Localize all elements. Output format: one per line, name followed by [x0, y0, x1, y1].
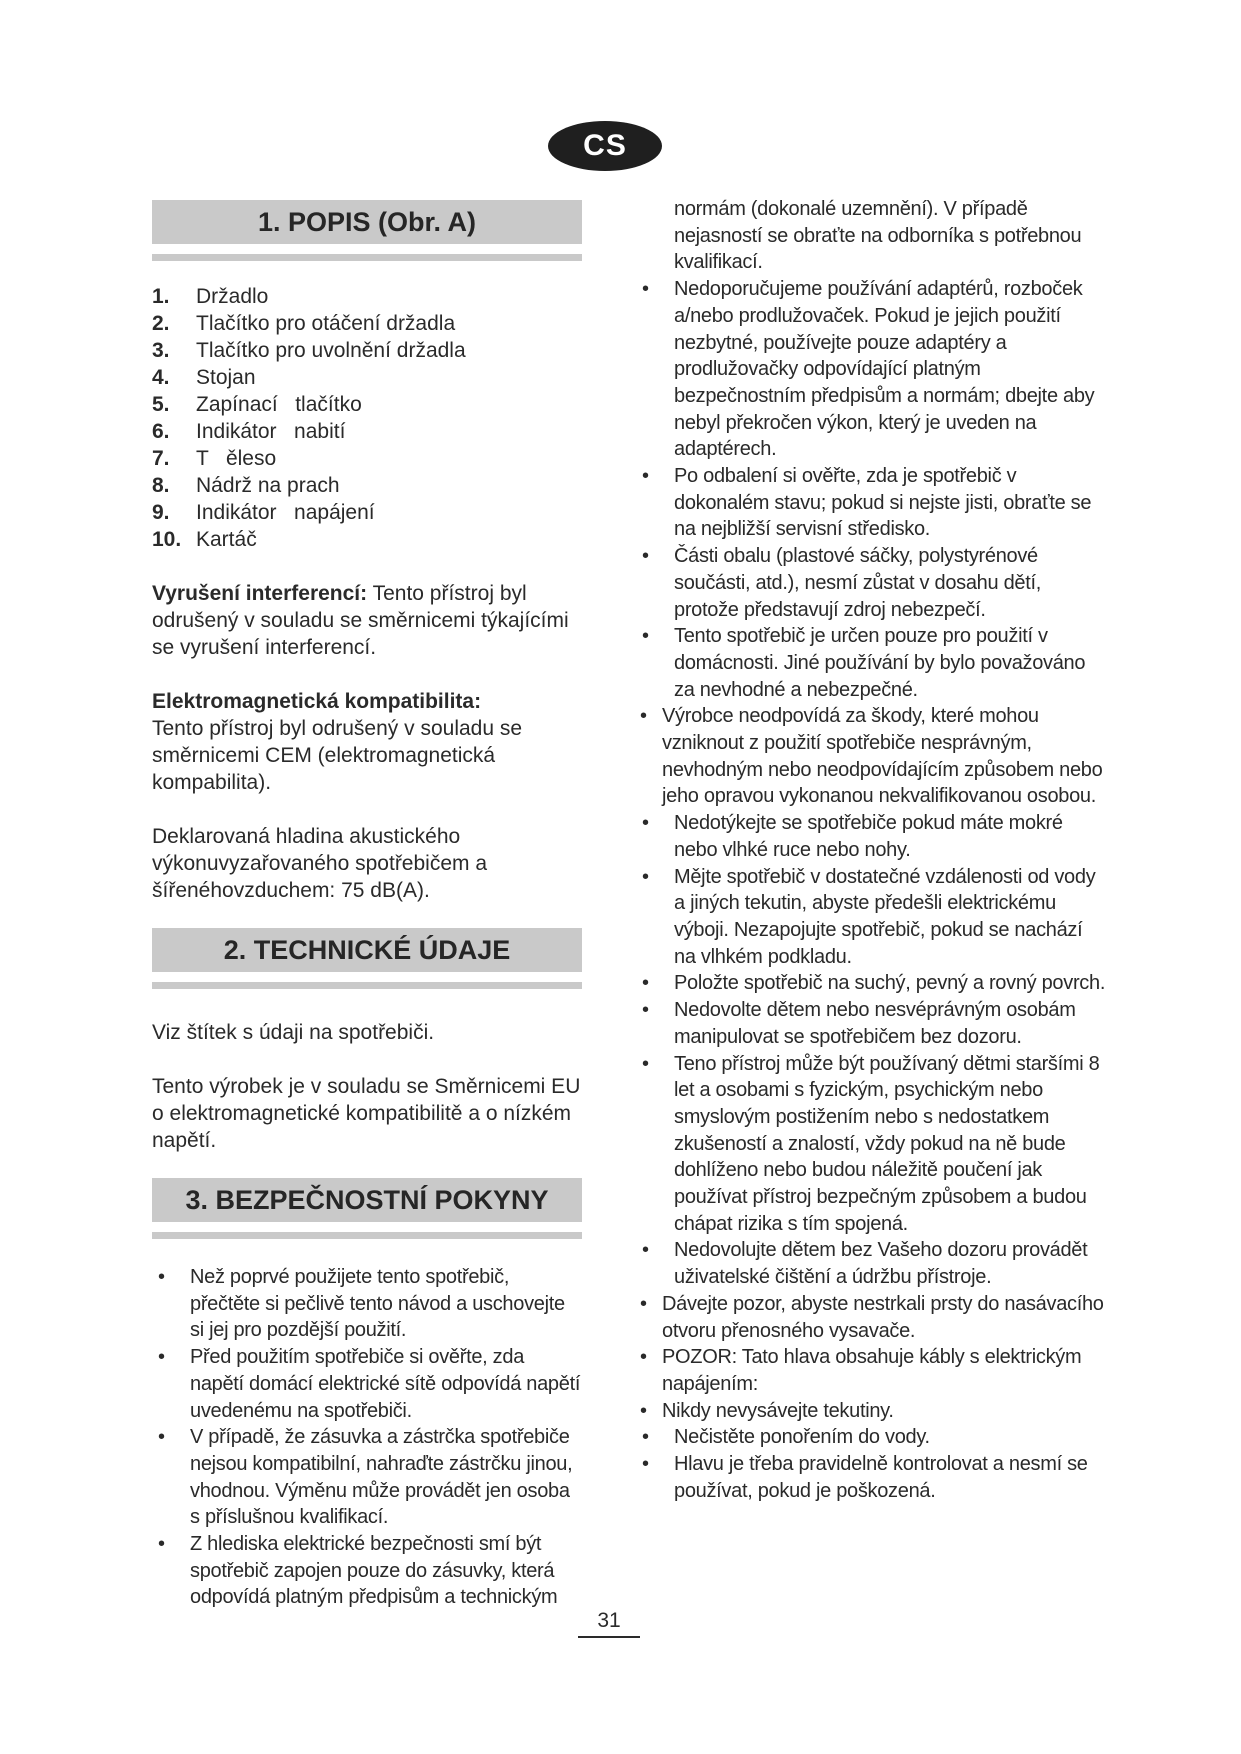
label-reference-text: Viz štítek s údaji na spotřebiči.: [152, 1021, 435, 1044]
parts-item-number: 6.: [152, 420, 170, 443]
safety-item-text: Nedovolte dětem nebo nesvéprávným osobám manipulovat se spotřebičem bez dozoru.: [674, 999, 1076, 1048]
bullet-icon: •: [642, 625, 649, 648]
bullet-icon: •: [158, 1346, 165, 1369]
safety-list-item: [636, 1291, 1106, 1344]
interference-paragraph: [152, 580, 582, 661]
safety-list-item: [152, 1344, 582, 1424]
parts-list-item: [152, 472, 582, 499]
safety-item-text: Dávejte pozor, abyste nestrkali prsty do nasávacího otvoru přenosného vysavače.: [662, 1292, 1104, 1342]
parts-item-number: 2.: [152, 312, 170, 335]
safety-item-text: Než poprvé použijete tento spotřebič, přečtěte si pečlivě tento návod a uschovejte si jej pro pozdější použití.: [190, 1266, 565, 1342]
bullet-icon: •: [642, 999, 649, 1022]
safety-list-item: [636, 543, 1106, 623]
bullet-icon: •: [642, 972, 649, 995]
section-heading-popis: 1. POPIS (Obr. A): [152, 200, 582, 244]
safety-item-text: Nedovolujte dětem bez Vašeho dozoru provádět uživatelské čištění a údržbu přístroje.: [674, 1239, 1088, 1289]
parts-list: [152, 283, 582, 553]
noise-paragraph: Deklarovaná hladina akustického výkonuvyzařovaného spotřebičem a šířenéhovzduchem: 75 dB(A).: [152, 825, 488, 902]
bullet-icon: •: [642, 1426, 649, 1449]
safety-continuation-text: normám (dokonalé uzemnění). V případě nejasností se obraťte na odborníka s potřebnou kvalifikací.: [674, 198, 1082, 274]
bullet-icon: •: [640, 1346, 647, 1369]
parts-list-item: [152, 364, 582, 391]
parts-item-number: 3.: [152, 339, 170, 362]
safety-list-left: [152, 1264, 582, 1611]
safety-item-text: Nedoporučujeme používání adaptérů, rozboček a/nebo prodlužovaček. Pokud je jejich použití nezbytné, používejte pouze adaptéry a prodlužovačky odpovídající platným bezpečnostním předpisům a normám; dbejte aby nebyl překročen výkon, který je uveden na adaptérech.: [674, 278, 1095, 461]
parts-item-label: Tlačítko pro uvolnění držadla: [196, 339, 466, 362]
right-column: [636, 196, 1106, 1504]
safety-list-item: [636, 1344, 1106, 1397]
parts-list-item: [152, 499, 582, 526]
safety-list-item: [152, 1531, 582, 1611]
parts-item-label: Držadlo: [196, 285, 269, 308]
safety-list-item: [636, 970, 1106, 997]
safety-item-text: Nedotýkejte se spotřebiče pokud máte mokré nebo vlhké ruce nebo nohy.: [674, 812, 1063, 861]
interference-heading: Vyrušení interferencí:: [152, 582, 368, 605]
page-number: 31: [578, 1609, 640, 1638]
safety-item-text: Před použitím spotřebiče si ověřte, zda napětí domácí elektrické sítě odpovídá napětí uvedenému na spotřebiči.: [190, 1346, 581, 1422]
bullet-icon: •: [642, 1239, 649, 1262]
bullet-icon: •: [642, 812, 649, 835]
safety-item-text: Výrobce neodpovídá za škody, které mohou vzniknout z použití spotřebiče nesprávným, nevhodným nebo neodpovídajícím způsobem nebo jeho opravou vykonanou nekvalifikovanou osobou.: [662, 705, 1103, 808]
safety-list-item: [152, 1264, 582, 1344]
section-heading-technical: 2. TECHNICKÉ ÚDAJE: [152, 928, 582, 972]
parts-item-number: 7.: [152, 447, 170, 470]
bullet-icon: •: [158, 1266, 165, 1288]
left-column: [152, 200, 582, 1611]
bullet-icon: •: [642, 865, 649, 888]
parts-list-item: [152, 418, 582, 445]
parts-item-label: Zapínací tlačítko: [196, 393, 362, 416]
parts-item-label: Kartáč: [196, 528, 257, 551]
parts-item-number: 10.: [152, 528, 182, 551]
safety-list-item: [636, 864, 1106, 971]
parts-item-label: Indikátor nabití: [196, 420, 346, 443]
parts-list-item: [152, 391, 582, 418]
parts-list-item: [152, 310, 582, 337]
section-divider: [152, 254, 582, 261]
safety-list-item: [636, 1424, 1106, 1451]
bullet-icon: •: [158, 1533, 165, 1556]
safety-item-text: Teno přístroj může být používaný dětmi staršími 8 let a osobami s fyzickým, psychickým nebo smyslovým postižením nebo s nedostatkem zkušeností a znalostí, vždy pokud na ně bude dohlíženo nebo budou náležitě poučení jak používat přístroj bezpečným způsobem a budou chápat rizika s tím spojená.: [674, 1052, 1100, 1235]
bullet-icon: •: [640, 1292, 647, 1315]
safety-item-text: Mějte spotřebič v dostatečné vzdálenosti od vody a jiných tekutin, abyste předešli elektrickému výboji. Nezapojujte spotřebič, pokud se nachází na vlhkém podkladu.: [674, 865, 1096, 968]
safety-list-item: [636, 1451, 1106, 1504]
interference-text: Tento přístroj byl odrušený v souladu se směrnicemi týkajícími se vyrušení interferencí.: [152, 582, 569, 659]
parts-list-item: [152, 337, 582, 364]
parts-list-item: [152, 526, 582, 553]
parts-item-label: Stojan: [196, 366, 256, 389]
emc-text: Tento přístroj byl odrušený v souladu se směrnicemi CEM (elektromagnetická kompabilita).: [152, 717, 523, 794]
parts-item-number: 5.: [152, 393, 170, 416]
parts-item-number: 1.: [152, 285, 170, 308]
bullet-icon: •: [640, 705, 647, 728]
safety-item-text: Nečistěte ponořením do vody.: [674, 1426, 930, 1449]
safety-list-right: [636, 276, 1106, 1504]
bullet-icon: •: [642, 465, 649, 488]
safety-list-item: [636, 1398, 1106, 1425]
safety-item-text: Po odbalení si ověřte, zda je spotřebič v dokonalém stavu; pokud si nejste jisti, obraťte se na nejbližší servisní středisko.: [674, 465, 1092, 541]
parts-list-item: [152, 445, 582, 472]
safety-item-text: Hlavu je třeba pravidelně kontrolovat a nesmí se používat, pokud je poškozená.: [674, 1453, 1088, 1502]
parts-item-label: Indikátor napájení: [196, 501, 375, 524]
section-heading-safety: 3. BEZPEČNOSTNÍ POKYNY: [152, 1178, 582, 1222]
parts-item-number: 4.: [152, 366, 170, 389]
safety-item-text: V případě, že zásuvka a zástrčka spotřebiče nejsou kompatibilní, nahraďte zástrčku jinou, vhodnou. Výměnu může provádět jen osoba s příslušnou kvalifikací.: [190, 1426, 573, 1529]
safety-list-item: [636, 276, 1106, 463]
emc-heading: Elektromagnetická kompatibilita:: [152, 690, 482, 713]
safety-list-item: [636, 703, 1106, 810]
parts-item-label: T ěleso: [196, 447, 277, 470]
safety-item-text: Z hlediska elektrické bezpečnosti smí být spotřebič zapojen pouze do zásuvky, která odpovídá platným předpisům a technickým: [190, 1533, 558, 1609]
compliance-text: Tento výrobek je v souladu se Směrnicemi EU o elektromagnetické kompatibilitě a o nízkém napětí.: [152, 1075, 581, 1152]
safety-item-text: Tento spotřebič je určen pouze pro použití v domácnosti. Jiné používání by bylo považováno za nevhodné a nebezpečné.: [674, 625, 1086, 701]
safety-list-item: [636, 623, 1106, 703]
parts-item-label: Tlačítko pro otáčení držadla: [196, 312, 456, 335]
parts-item-number: 9.: [152, 501, 170, 524]
safety-list-item: [636, 1051, 1106, 1238]
safety-item-text: Nikdy nevysávejte tekutiny.: [662, 1399, 894, 1422]
safety-list-item: [636, 1237, 1106, 1290]
emc-paragraph: [152, 688, 582, 796]
bullet-icon: •: [158, 1426, 165, 1449]
parts-item-label: Nádrž na prach: [196, 474, 340, 497]
safety-list-item: [636, 810, 1106, 863]
bullet-icon: •: [642, 545, 649, 568]
bullet-icon: •: [640, 1399, 647, 1422]
bullet-icon: •: [642, 1052, 649, 1075]
safety-list-item: [636, 463, 1106, 543]
safety-item-text: POZOR: Tato hlava obsahuje kábly s elektrickým napájením:: [662, 1346, 1082, 1395]
safety-item-text: Položte spotřebič na suchý, pevný a rovný povrch.: [674, 972, 1106, 995]
safety-list-item: [152, 1424, 582, 1531]
bullet-icon: •: [642, 278, 649, 301]
section-divider: [152, 982, 582, 989]
bullet-icon: •: [642, 1453, 649, 1476]
parts-item-number: 8.: [152, 474, 170, 497]
section-divider: [152, 1232, 582, 1239]
language-badge: CS: [548, 121, 662, 171]
parts-list-item: [152, 283, 582, 310]
safety-list-item: [636, 997, 1106, 1050]
safety-item-text: Části obalu (plastové sáčky, polystyrénové součásti, atd.), nesmí zůstat v dosahu dětí, protože představují zdroj nebezpečí.: [674, 545, 1041, 621]
